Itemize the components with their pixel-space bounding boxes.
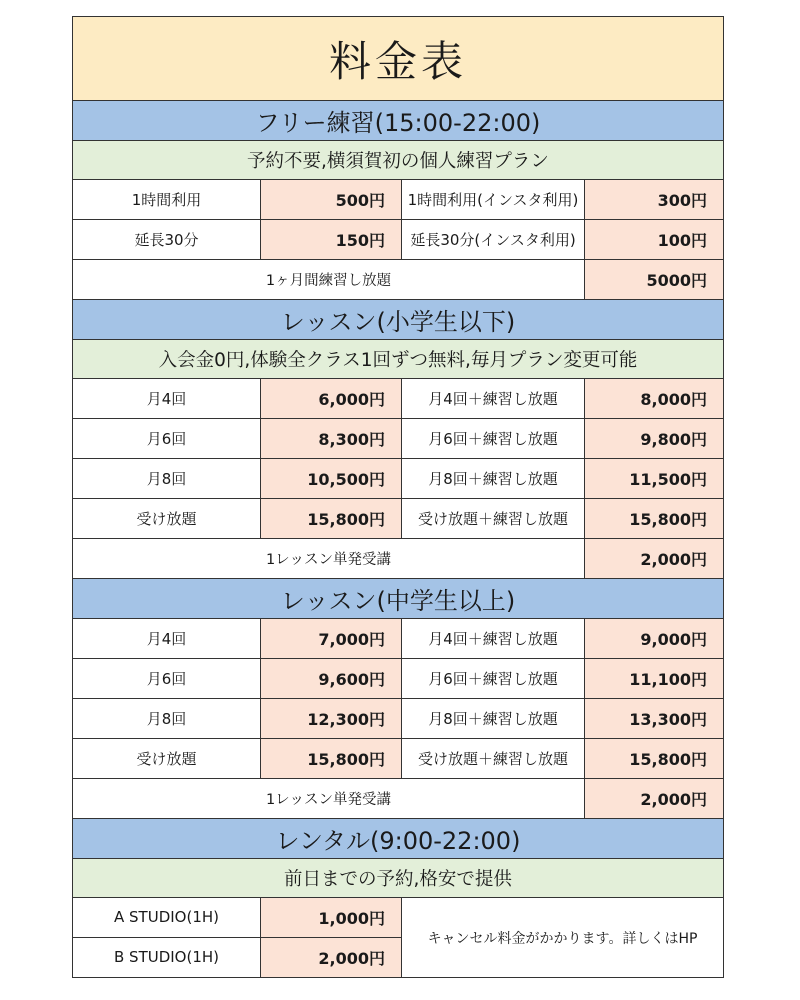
studio-label: A STUDIO(1H) [114,908,219,927]
plan-price: 11,500円 [584,459,723,498]
plan-label: 1時間利用(インスタ利用) [401,180,584,219]
plan-price: 6,000円 [260,379,401,418]
plan-label: 1レッスン単発受講 [265,792,392,808]
plan-label: 月8回 [146,470,187,488]
table-row [73,659,723,699]
section-header-free-practice [73,101,723,141]
plan-label: 月4回＋練習し放題 [401,619,584,658]
section-header-rental [73,819,723,859]
plan-price: 15,800円 [584,499,723,538]
table-row [73,938,401,978]
table-row-wide [73,539,723,579]
section-title: レッスン(中学生以上) [280,587,516,615]
plan-price: 9,800円 [584,419,723,458]
section-note-rental [73,859,723,898]
table-title-row [73,17,723,101]
table-row [73,499,723,539]
table-row-wide [73,779,723,819]
section-title: フリー練習(15:00-22:00) [255,109,541,137]
plan-price: 10,500円 [260,459,401,498]
plan-label: 延長30分 [134,231,199,249]
plan-label: 月6回＋練習し放題 [401,419,584,458]
section-note-lesson-elementary [73,340,723,379]
plan-price: 9,600円 [260,659,401,698]
plan-label: 月4回 [146,630,187,648]
plan-price: 500円 [260,180,401,219]
price-table [72,16,724,978]
plan-label: 受け放題 [136,750,197,768]
studio-price: 2,000円 [260,938,401,978]
plan-label: 月8回＋練習し放題 [401,459,584,498]
plan-price: 11,100円 [584,659,723,698]
plan-label: 受け放題 [136,510,197,528]
plan-label: 1ヶ月間練習し放題 [265,273,392,289]
plan-label: 受け放題＋練習し放題 [401,499,584,538]
table-row [73,220,723,260]
section-title: レンタル(9:00-22:00) [275,827,521,855]
section-header-lesson-junior [73,579,723,619]
plan-price: 13,300円 [584,699,723,738]
plan-price: 12,300円 [260,699,401,738]
plan-label: 月4回 [146,390,187,408]
table-row [73,459,723,499]
plan-price: 2,000円 [584,539,723,578]
plan-price: 100円 [584,220,723,259]
section-header-lesson-elementary [73,300,723,340]
plan-price: 300円 [584,180,723,219]
table-row [73,379,723,419]
plan-price: 8,000円 [584,379,723,418]
section-title: レッスン(小学生以下) [280,308,516,336]
table-row [73,619,723,659]
plan-price: 15,800円 [584,739,723,778]
plan-label: 1レッスン単発受講 [265,552,392,568]
rental-studios [73,898,401,977]
page-title: 料金表 [328,36,467,86]
rental-block [73,898,723,978]
table-row [73,180,723,220]
plan-price: 15,800円 [260,499,401,538]
table-row [73,739,723,779]
section-note: 予約不要,横須賀初の個人練習プラン [247,151,549,172]
plan-price: 7,000円 [260,619,401,658]
cancel-note: キャンセル料金がかかります。詳しくはHP [401,898,723,977]
plan-price: 5000円 [584,260,723,299]
plan-price: 9,000円 [584,619,723,658]
plan-label: 月6回 [146,430,187,448]
table-row-wide [73,260,723,300]
plan-label: 1時間利用 [131,191,202,209]
plan-price: 2,000円 [584,779,723,818]
plan-label: 延長30分(インスタ利用) [401,220,584,259]
studio-label: B STUDIO(1H) [113,948,220,967]
plan-label: 月8回 [146,710,187,728]
plan-label: 月6回 [146,670,187,688]
table-row [73,419,723,459]
plan-price: 8,300円 [260,419,401,458]
section-note: 前日までの予約,格安で提供 [284,869,512,890]
section-note: 入会金0円,体験全クラス1回ずつ無料,毎月プラン変更可能 [158,350,638,371]
plan-label: 月8回＋練習し放題 [401,699,584,738]
plan-label: 月4回＋練習し放題 [401,379,584,418]
plan-price: 150円 [260,220,401,259]
studio-price: 1,000円 [260,898,401,937]
plan-label: 受け放題＋練習し放題 [401,739,584,778]
plan-price: 15,800円 [260,739,401,778]
plan-label: 月6回＋練習し放題 [401,659,584,698]
table-row [73,898,401,938]
section-note-free-practice [73,141,723,180]
table-row [73,699,723,739]
